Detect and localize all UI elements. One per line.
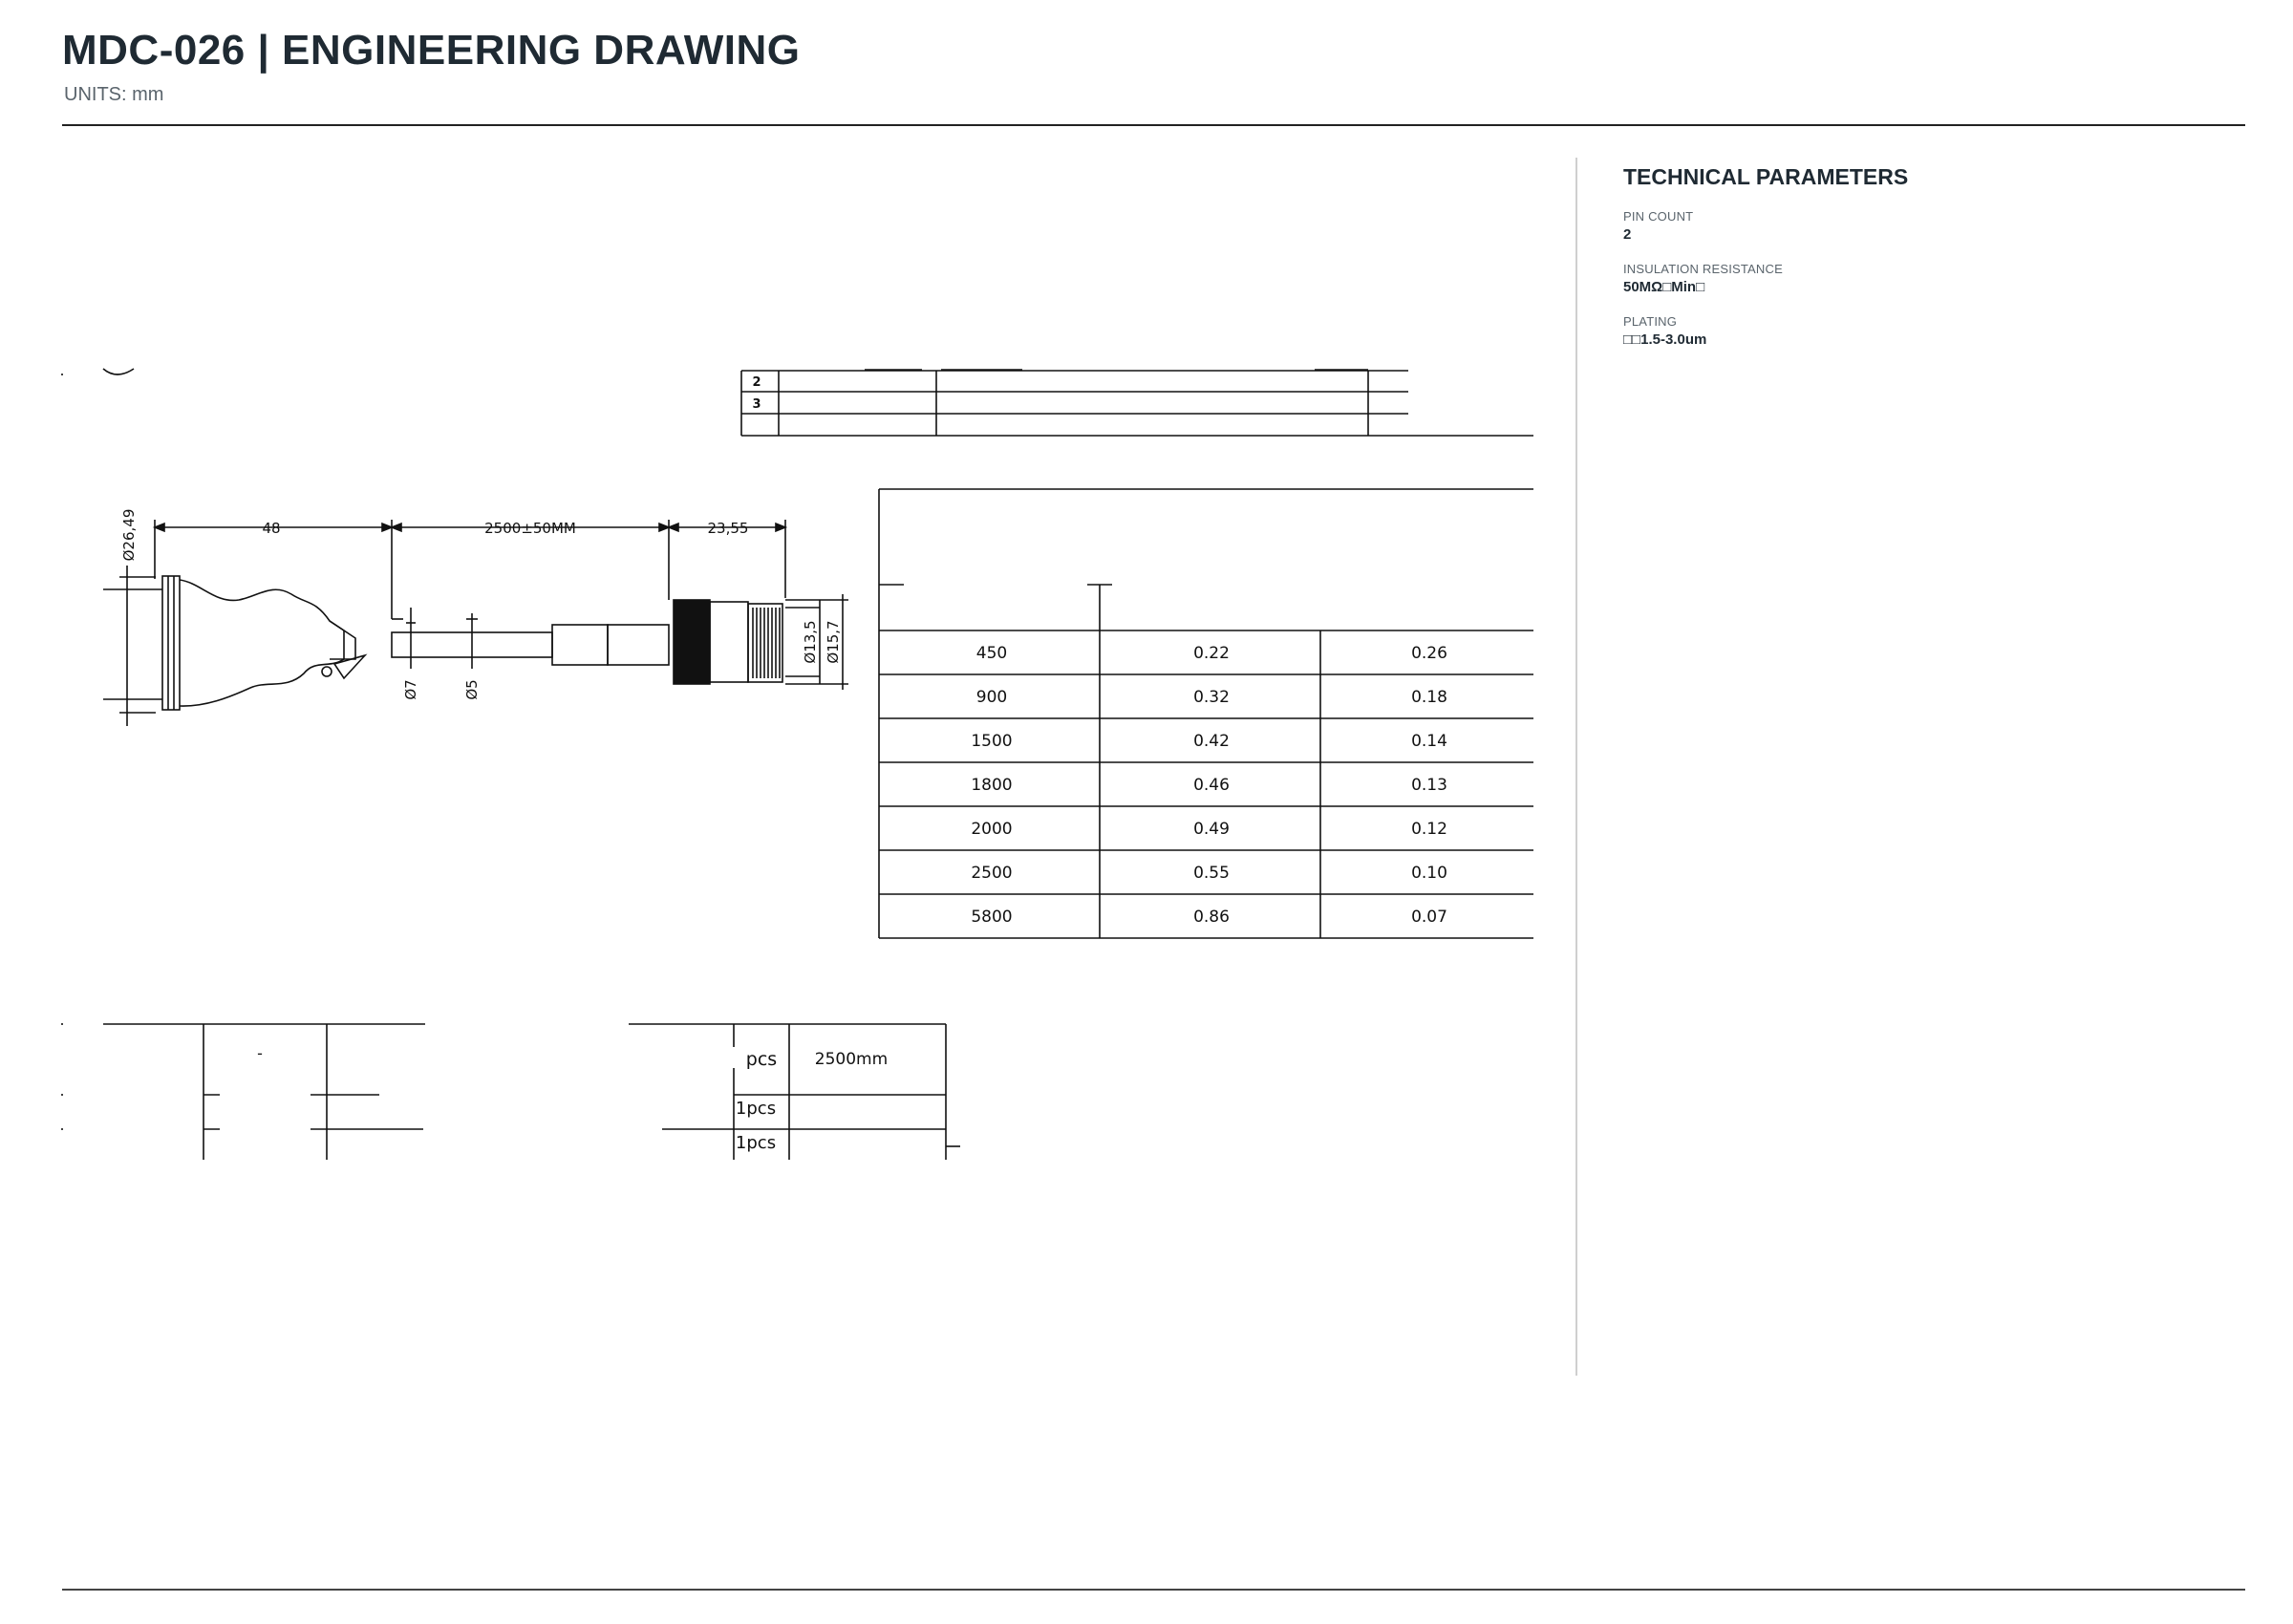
spec-cell: 0.26	[1411, 644, 1447, 663]
units-label: UNITS: mm	[64, 84, 164, 105]
spec-cell: 1800	[971, 776, 1013, 795]
dim-connector-length: 23,55	[707, 520, 749, 537]
dim-connector-diameter-2: Ø15,7	[825, 620, 842, 664]
spec-cell: 0.14	[1411, 732, 1447, 751]
page-title: MDC-026 | ENGINEERING DRAWING	[62, 27, 801, 74]
footer-divider	[62, 1589, 2245, 1591]
drawing-fragment	[103, 369, 134, 374]
param-label: PLATING	[1623, 314, 1678, 329]
pin-table	[741, 370, 1533, 436]
dim-head-length: 48	[262, 520, 281, 537]
bom-table-right	[629, 1024, 960, 1160]
spec-cell: 900	[975, 688, 1008, 707]
spec-cell: 0.49	[1193, 820, 1230, 839]
bom-qty-unit: pcs	[745, 1049, 778, 1070]
spec-cell: 0.13	[1411, 776, 1447, 795]
param-value: □□1.5-3.0um	[1623, 331, 1707, 348]
spec-cell: 5800	[971, 908, 1013, 927]
spec-cell: 0.55	[1193, 864, 1230, 883]
bom-table-left	[103, 1024, 425, 1160]
spec-cell: 450	[975, 644, 1008, 663]
spec-cell: 0.22	[1193, 644, 1230, 663]
spec-cell: 0.32	[1193, 688, 1230, 707]
param-label: INSULATION RESISTANCE	[1623, 262, 1783, 276]
spec-cell: 0.42	[1193, 732, 1230, 751]
param-value: 2	[1623, 226, 1632, 243]
spec-cell: 0.18	[1411, 688, 1447, 707]
spec-cell: 0.07	[1411, 908, 1447, 927]
spec-cell: 0.10	[1411, 864, 1447, 883]
dim-cable-diameter: Ø5	[463, 679, 481, 700]
pin-table-cell: 2	[752, 375, 761, 390]
param-value: 50MΩ□Min□	[1623, 279, 1705, 295]
spec-cell: 0.86	[1193, 908, 1230, 927]
spec-cell: 2000	[971, 820, 1013, 839]
spec-cell: 1500	[971, 732, 1013, 751]
spec-cell: 0.46	[1193, 776, 1230, 795]
dim-cable-length: 2500±50MM	[484, 520, 576, 537]
panel-title: TECHNICAL PARAMETERS	[1623, 164, 1909, 189]
param-label: PIN COUNT	[1623, 209, 1694, 224]
bom-qty: 1pcs	[735, 1133, 777, 1153]
dim-head-diameter: Ø26,49	[120, 508, 138, 562]
bom-length: 2500mm	[814, 1050, 889, 1069]
pin-table-cell: 3	[752, 397, 761, 412]
bom-dash: -	[257, 1044, 263, 1062]
spec-cell: 2500	[971, 864, 1013, 883]
dim-boot-diameter: Ø7	[402, 679, 419, 700]
bom-qty: 1pcs	[735, 1099, 777, 1119]
spec-cell: 0.12	[1411, 820, 1447, 839]
dim-connector-diameter-1: Ø13,5	[802, 620, 819, 664]
